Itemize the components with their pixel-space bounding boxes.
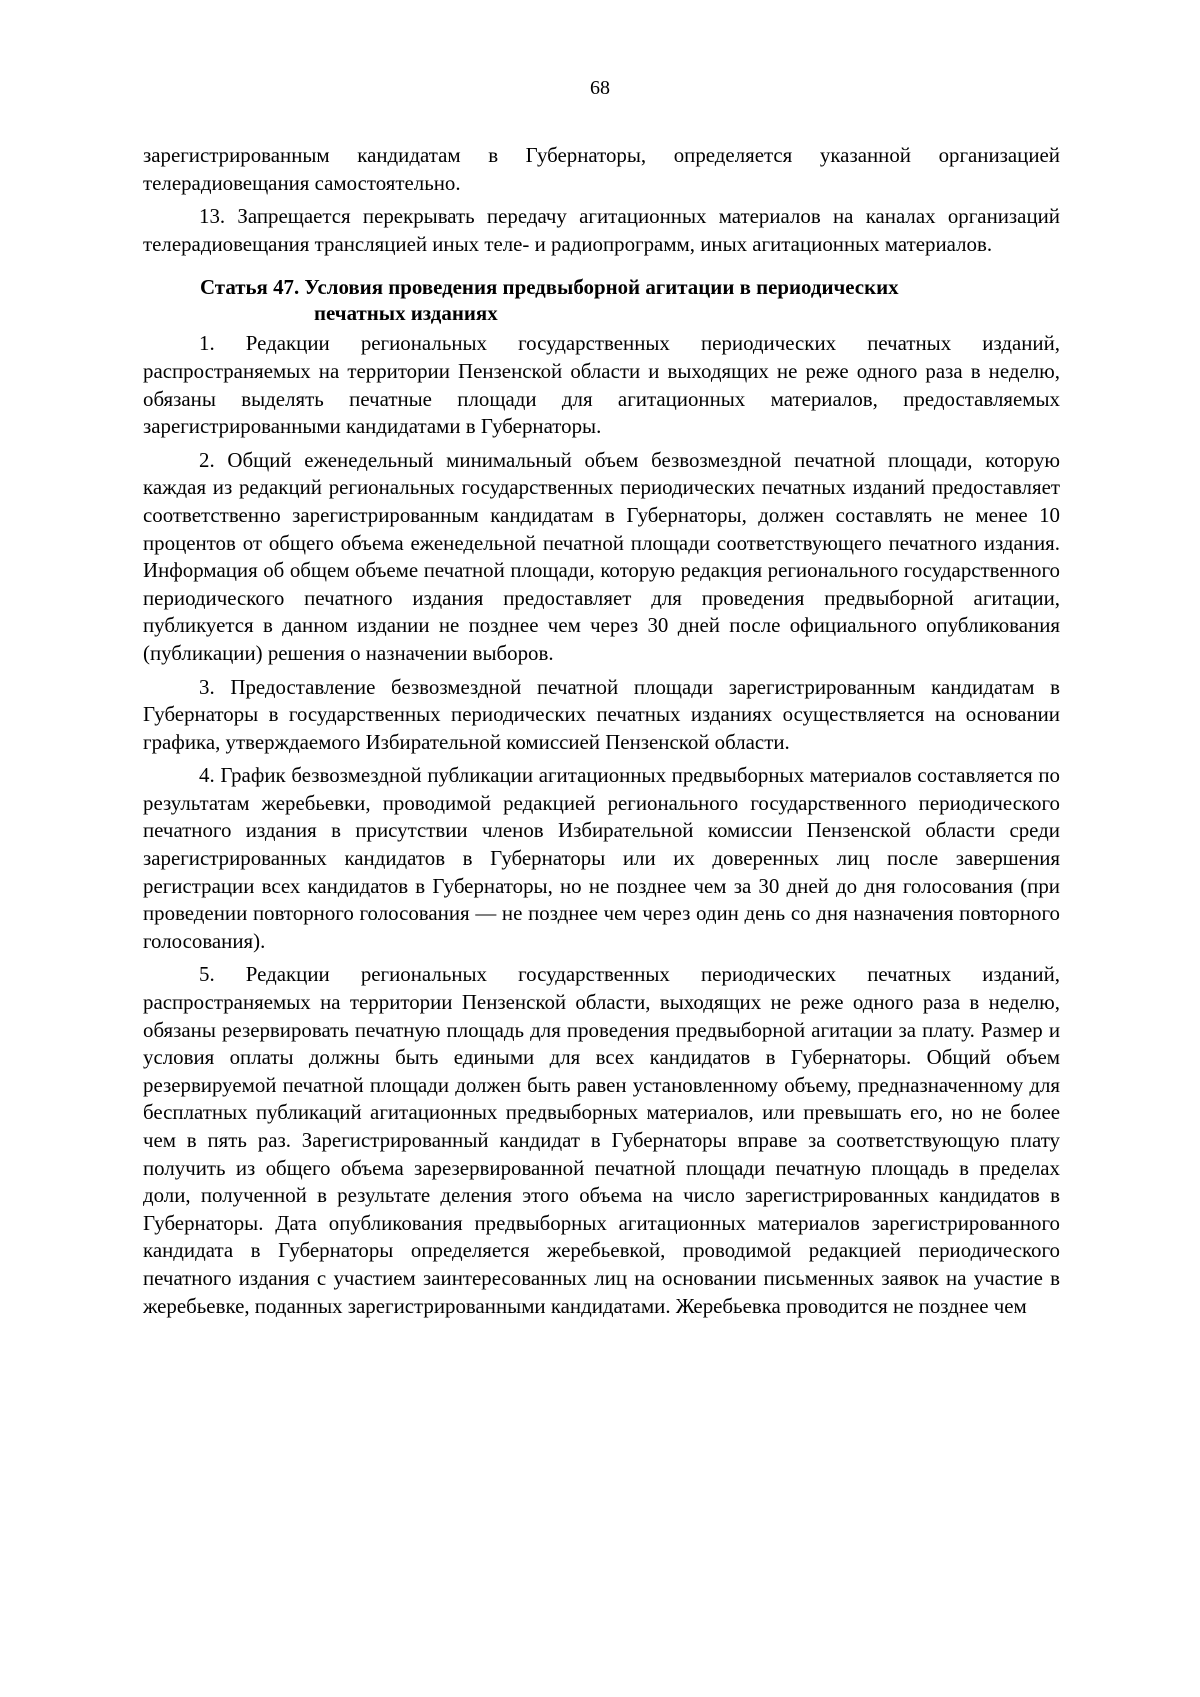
paragraph-item-2: 2. Общий еженедельный минимальный объем безвозмездной печатной площади, которую каждая из редакций региональных государственных периодических печатных изданий предоставляет соответственно зарегистрированным кандидатам в Губернаторы, должен составлять не менее 10 процентов от общего объема еженедельной печатной площади соответствующего печатного издания. Информация об общем объеме печатной площади, которую редакция регионального государственного периодического печатного издания предоставляет для проведения предвыборной агитации, публикуется в данном издании не позднее чем через 30 дней после официального опубликования (публикации) решения о назначении выборов. <box>143 447 1060 665</box>
paragraph-continuation: зарегистрированным кандидатам в Губернаторы, определяется указанной организацией телерадиовещания самостоятельно. <box>143 143 1060 195</box>
paragraph-item-13: 13. Запрещается перекрывать передачу агитационных материалов на каналах организаций телерадиовещания трансляцией иных теле- и радиопрограмм, иных агитационных материалов. <box>143 204 1060 256</box>
page-number: 68 <box>590 77 610 99</box>
article-heading-line2: печатных изданиях <box>314 301 498 326</box>
paragraph-item-3: 3. Предоставление безвозмездной печатной площади зарегистрированным кандидатам в Губернаторы в государственных периодических печатных изданиях осуществляется на основании графика, утверждаемого Избирательной комиссией Пензенской области. <box>143 674 1060 754</box>
paragraph-item-5: 5. Редакции региональных государственных периодических печатных изданий, распространяемых на территории Пензенской области, выходящих не реже одного раза в неделю, обязаны резервировать печатную площадь для проведения предвыборной агитации за плату. Размер и условия оплаты должны быть едиными для всех кандидатов в Губернаторы. Общий объем резервируемой печатной площади должен быть равен установленному объему, предназначенному для бесплатных публикаций агитационных предвыборных материалов, или превышать его, но не более чем в пять раз. Зарегистрированный кандидат в Губернаторы вправе за соответствующую плату получить из общего объема зарезервированной печатной площади печатную площадь в пределах доли, полученной в результате деления этого объема на число зарегистрированных кандидатов в Губернаторы. Дата опубликования предвыборных агитационных материалов зарегистрированного кандидата в Губернаторы определяется жеребьевкой, проводимой редакцией периодического печатного издания с участием заинтересованных лиц на основании письменных заявок на участие в жеребьевке, поданных зарегистрированными кандидатами. Жеребьевка проводится не позднее чем <box>143 962 1060 1318</box>
paragraph-item-1: 1. Редакции региональных государственных периодических печатных изданий, распространяемых на территории Пензенской области и выходящих не реже одного раза в неделю, обязаны выделять печатные площади для агитационных материалов, предоставляемых зарегистрированными кандидатами в Губернаторы. <box>143 331 1060 439</box>
article-heading-line1: Статья 47. Условия проведения предвыборной агитации в периодических <box>200 275 899 300</box>
paragraph-item-4: 4. График безвозмездной публикации агитационных предвыборных материалов составляется по результатам жеребьевки, проводимой редакцией регионального государственного периодического печатного издания в присутствии членов Избирательной комиссии Пензенской области среди зарегистрированных кандидатов в Губернаторы или их доверенных лиц после завершения регистрации всех кандидатов в Губернаторы, но не позднее чем за 30 дней до дня голосования (при проведении повторного голосования — не позднее чем через один день со дня назначения повторного голосования). <box>143 763 1060 953</box>
article-heading <box>143 274 1060 326</box>
document-body <box>143 142 1060 1320</box>
